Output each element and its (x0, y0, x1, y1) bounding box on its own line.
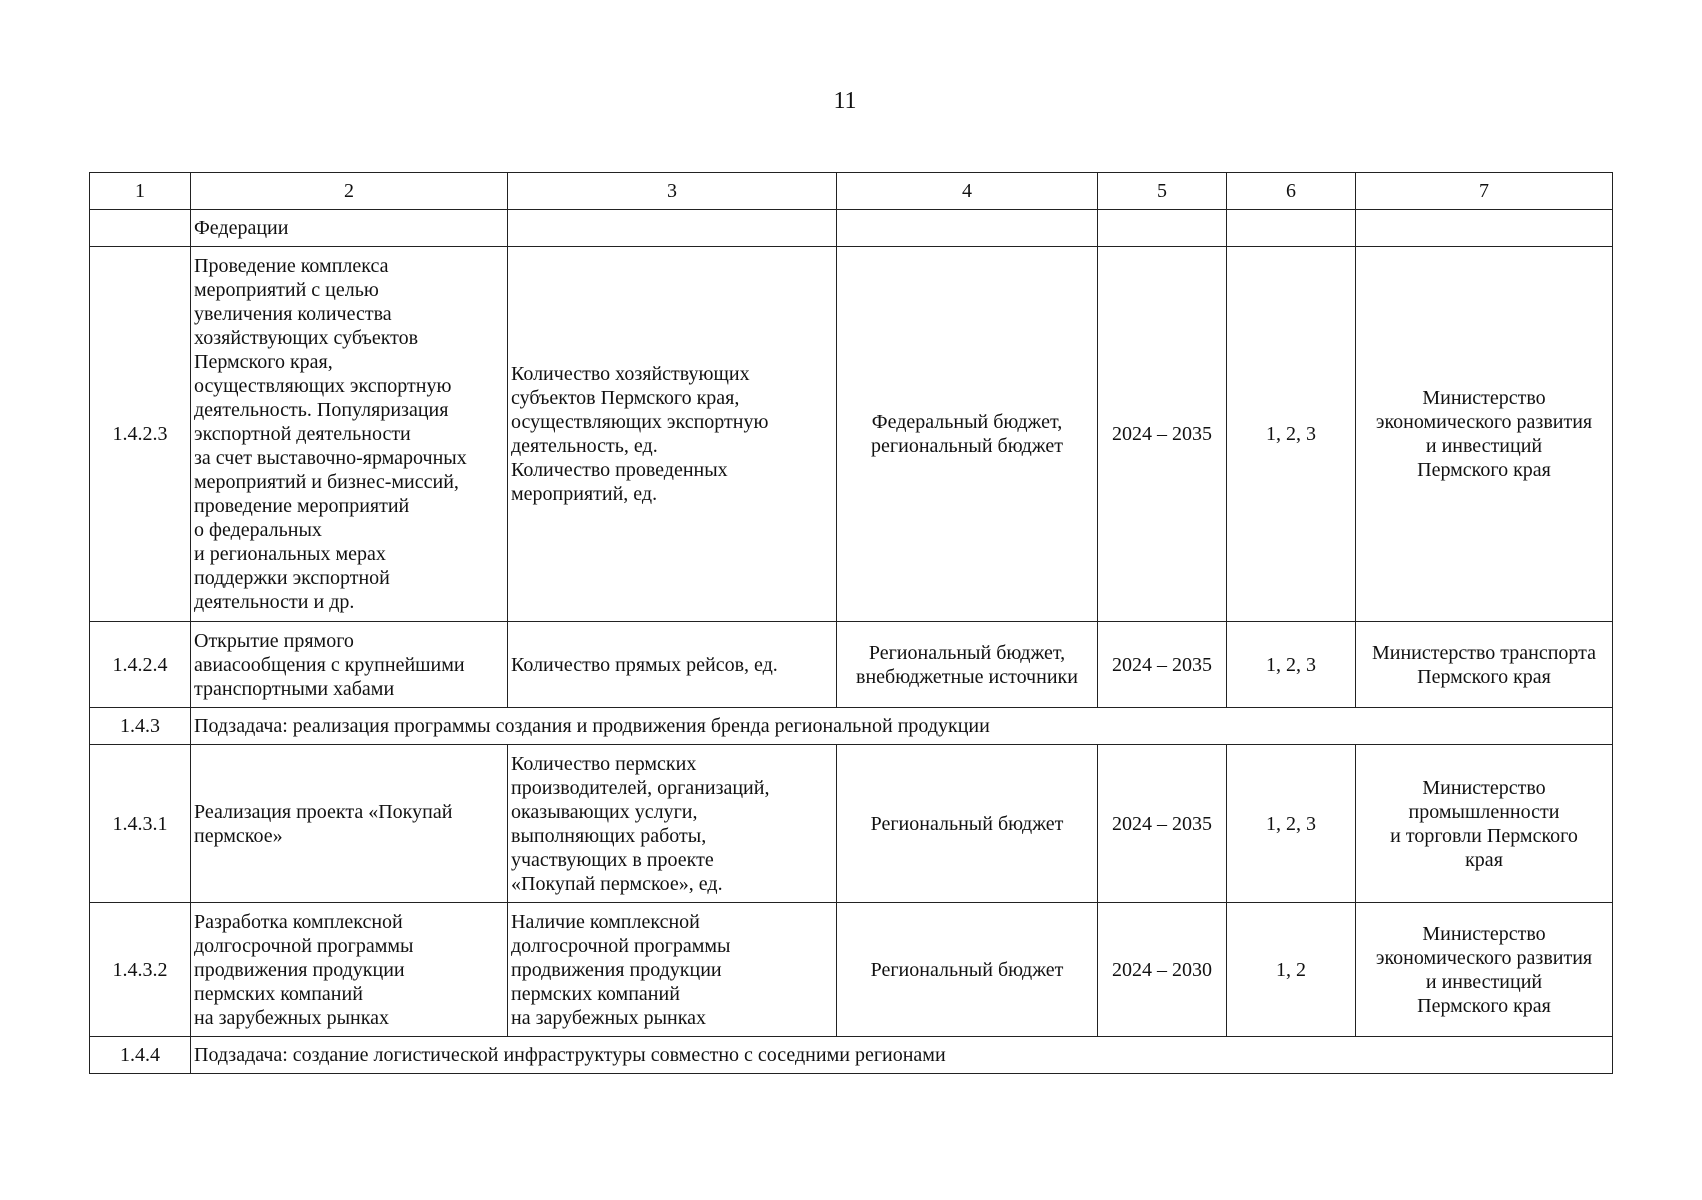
stage: 1, 2, 3 (1227, 622, 1356, 708)
header-cell: 5 (1098, 173, 1227, 210)
indicator: Наличие комплексной долгосрочной программы продвижения продукции пермских компаний на зарубежных рынках (508, 903, 837, 1037)
subtask-row (90, 1037, 1613, 1074)
plan-table (89, 172, 1613, 1074)
header-cell: 6 (1227, 173, 1356, 210)
table-row (90, 622, 1613, 708)
header-row (90, 173, 1613, 210)
funding-source: Федеральный бюджет, региональный бюджет (837, 247, 1098, 622)
stage: 1, 2 (1227, 903, 1356, 1037)
row-number: 1.4.2.3 (90, 247, 191, 622)
row-number (90, 210, 191, 247)
stage (1227, 210, 1356, 247)
indicator: Количество пермских производителей, организаций, оказывающих услуги, выполняющих работы, участвующих в проекте «Покупай пермское», ед. (508, 745, 837, 903)
funding-source (837, 210, 1098, 247)
measure-name: Проведение комплекса мероприятий с целью увеличения количества хозяйствующих субъектов Пермского края, осуществляющих экспортную деятельность. Популяризация экспортной деятельности за счет выставочно-ярмарочных мероприятий и бизнес-миссий, проведение мероприятий о федеральных и региональных мерах поддержки экспортной деятельности и др. (191, 247, 508, 622)
period: 2024 – 2035 (1098, 745, 1227, 903)
stage: 1, 2, 3 (1227, 247, 1356, 622)
header-cell: 7 (1356, 173, 1613, 210)
row-number: 1.4.2.4 (90, 622, 191, 708)
row-number: 1.4.3 (90, 708, 191, 745)
responsible: Министерство транспорта Пермского края (1356, 622, 1613, 708)
measure-name: Открытие прямого авиасообщения с крупнейшими транспортными хабами (191, 622, 508, 708)
page-number: 11 (833, 88, 857, 114)
measure-name: Разработка комплексной долгосрочной программы продвижения продукции пермских компаний на зарубежных рынках (191, 903, 508, 1037)
table-row (90, 247, 1613, 622)
subtask-title: Подзадача: создание логистической инфраструктуры совместно с соседними регионами (191, 1037, 1613, 1074)
header-cell: 1 (90, 173, 191, 210)
funding-source: Региональный бюджет (837, 903, 1098, 1037)
period (1098, 210, 1227, 247)
period: 2024 – 2030 (1098, 903, 1227, 1037)
indicator (508, 210, 837, 247)
table-row (90, 210, 1613, 247)
row-number: 1.4.3.2 (90, 903, 191, 1037)
subtask-row (90, 708, 1613, 745)
row-number: 1.4.3.1 (90, 745, 191, 903)
responsible: Министерство промышленности и торговли Пермского края (1356, 745, 1613, 903)
row-number: 1.4.4 (90, 1037, 191, 1074)
measure-name: Реализация проекта «Покупай пермское» (191, 745, 508, 903)
header-cell: 4 (837, 173, 1098, 210)
period: 2024 – 2035 (1098, 247, 1227, 622)
responsible: Министерство экономического развития и инвестиций Пермского края (1356, 903, 1613, 1037)
header-cell: 3 (508, 173, 837, 210)
period: 2024 – 2035 (1098, 622, 1227, 708)
responsible (1356, 210, 1613, 247)
stage: 1, 2, 3 (1227, 745, 1356, 903)
funding-source: Региональный бюджет (837, 745, 1098, 903)
indicator: Количество хозяйствующих субъектов Пермского края, осуществляющих экспортную деятельность, ед. Количество проведенных мероприятий, ед. (508, 247, 837, 622)
subtask-title: Подзадача: реализация программы создания и продвижения бренда региональной продукции (191, 708, 1613, 745)
indicator: Количество прямых рейсов, ед. (508, 622, 837, 708)
responsible: Министерство экономического развития и инвестиций Пермского края (1356, 247, 1613, 622)
table-row (90, 903, 1613, 1037)
header-cell: 2 (191, 173, 508, 210)
funding-source: Региональный бюджет, внебюджетные источники (837, 622, 1098, 708)
measure-name: Федерации (191, 210, 508, 247)
table-row (90, 745, 1613, 903)
